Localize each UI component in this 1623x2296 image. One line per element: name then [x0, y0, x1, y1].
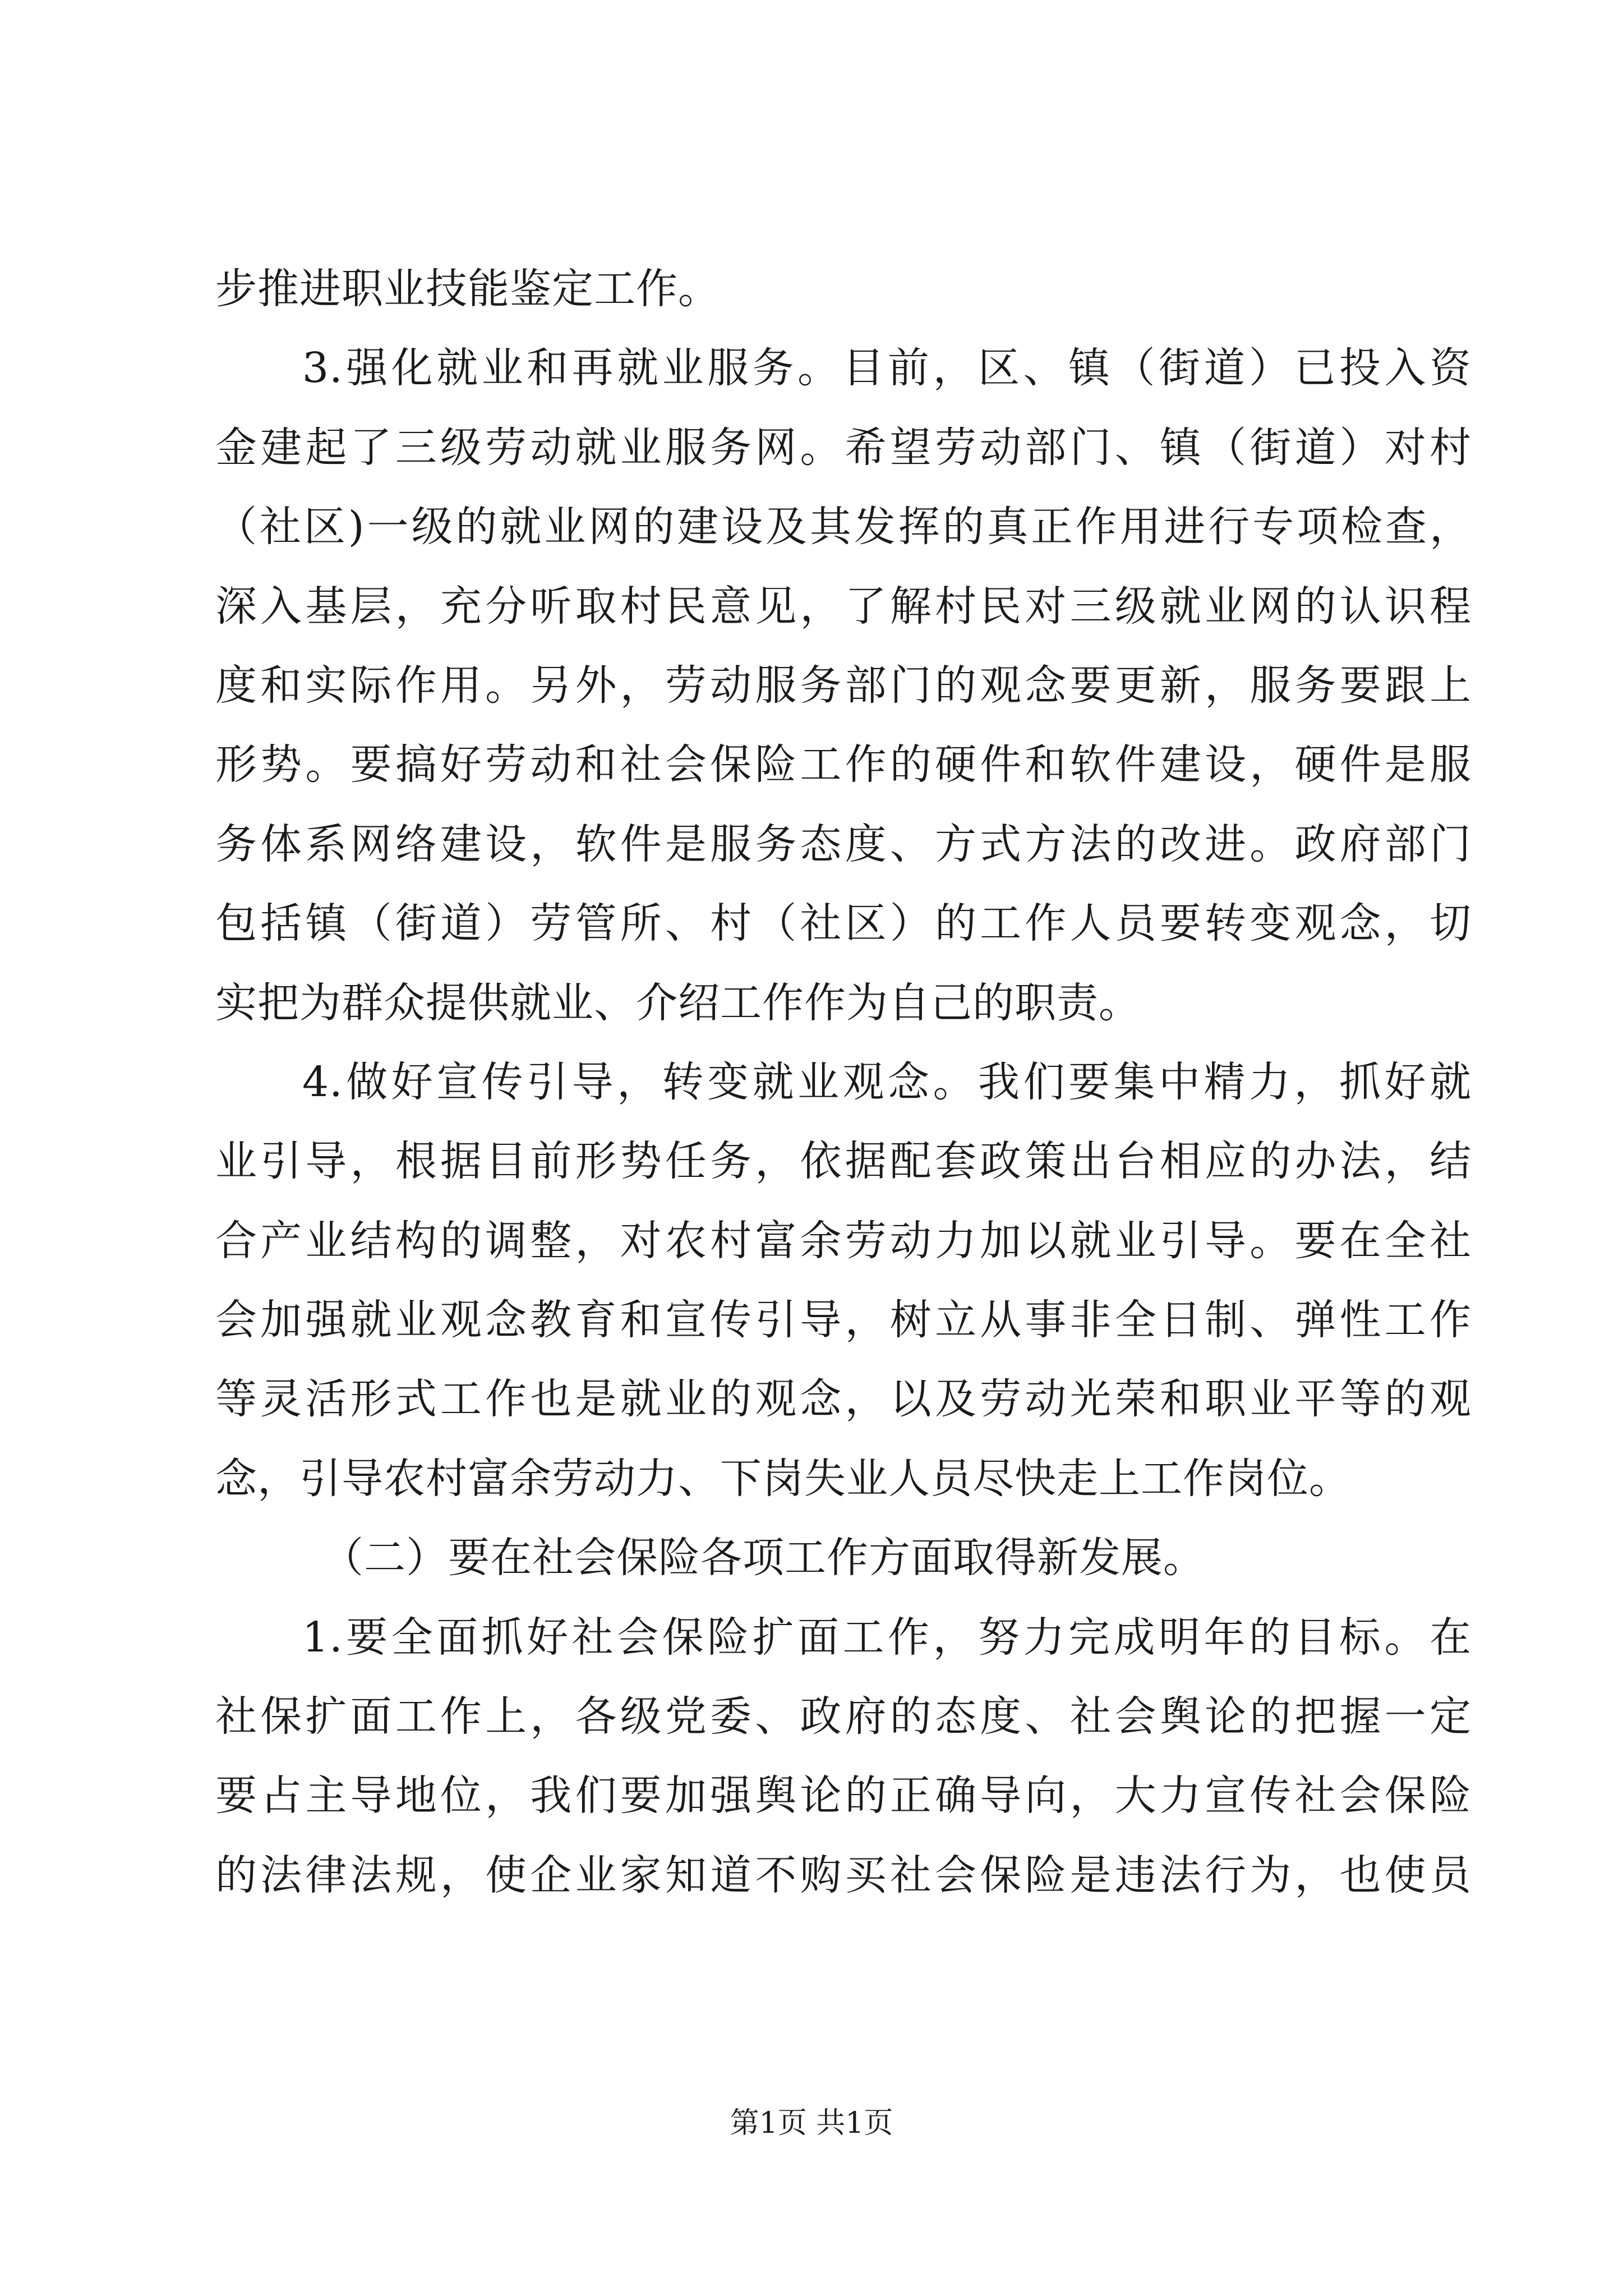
text-line: 等灵活形式工作也是就业的观念，以及劳动光荣和职业平等的观	[215, 1375, 1472, 1424]
text-line: 4.做好宣传引导，转变就业观念。我们要集中精力，抓好就	[302, 1057, 1472, 1106]
text-line: （社区)一级的就业网的建设及其发挥的真正作用进行专项检查，	[215, 503, 1472, 551]
text-line: 念，引导农村富余劳动力、下岗失业人员尽快走上工作岗位。	[215, 1454, 1351, 1503]
document-body	[215, 250, 1472, 1915]
text-line: 度和实际作用。另外，劳动服务部门的观念要更新，服务要跟上	[215, 661, 1472, 710]
text-line: 会加强就业观念教育和宣传引导，树立从事非全日制、弹性工作	[215, 1296, 1472, 1345]
text-line: 深入基层，充分听取村民意见，了解村民对三级就业网的认识程	[215, 582, 1472, 631]
text-line: 社保扩面工作上，各级党委、政府的态度、社会舆论的把握一定	[215, 1692, 1472, 1741]
page-footer: 第1页 共1页	[730, 2106, 893, 2140]
section-heading: （二）要在社会保险各项工作方面取得新发展。	[322, 1534, 1205, 1582]
text-line: 的法律法规，使企业家知道不购买社会保险是违法行为，也使员	[215, 1851, 1472, 1899]
text-line: 形势。要搞好劳动和社会保险工作的硬件和软件建设，硬件是服	[215, 740, 1472, 789]
text-line: 实把为群众提供就业、介绍工作作为自己的职责。	[215, 978, 1141, 1027]
text-line: 务体系网络建设，软件是服务态度、方式方法的改进。政府部门	[215, 820, 1472, 868]
text-line: 金建起了三级劳动就业服务网。希望劳动部门、镇（街道）对村	[215, 423, 1472, 472]
text-line: 步推进职业技能鉴定工作。	[215, 265, 720, 313]
text-line: 3.强化就业和再就业服务。目前，区、镇（街道）已投入资	[302, 344, 1472, 393]
text-line: 1.要全面抓好社会保险扩面工作，努力完成明年的目标。在	[302, 1613, 1472, 1662]
text-line: 要占主导地位，我们要加强舆论的正确导向，大力宣传社会保险	[215, 1772, 1472, 1820]
text-line: 业引导，根据目前形势任务，依据配套政策出台相应的办法，结	[215, 1137, 1472, 1186]
text-line: 包括镇（街道）劳管所、村（社区）的工作人员要转变观念，切	[215, 899, 1472, 948]
text-line: 合产业结构的调整，对农村富余劳动力加以就业引导。要在全社	[215, 1216, 1472, 1265]
